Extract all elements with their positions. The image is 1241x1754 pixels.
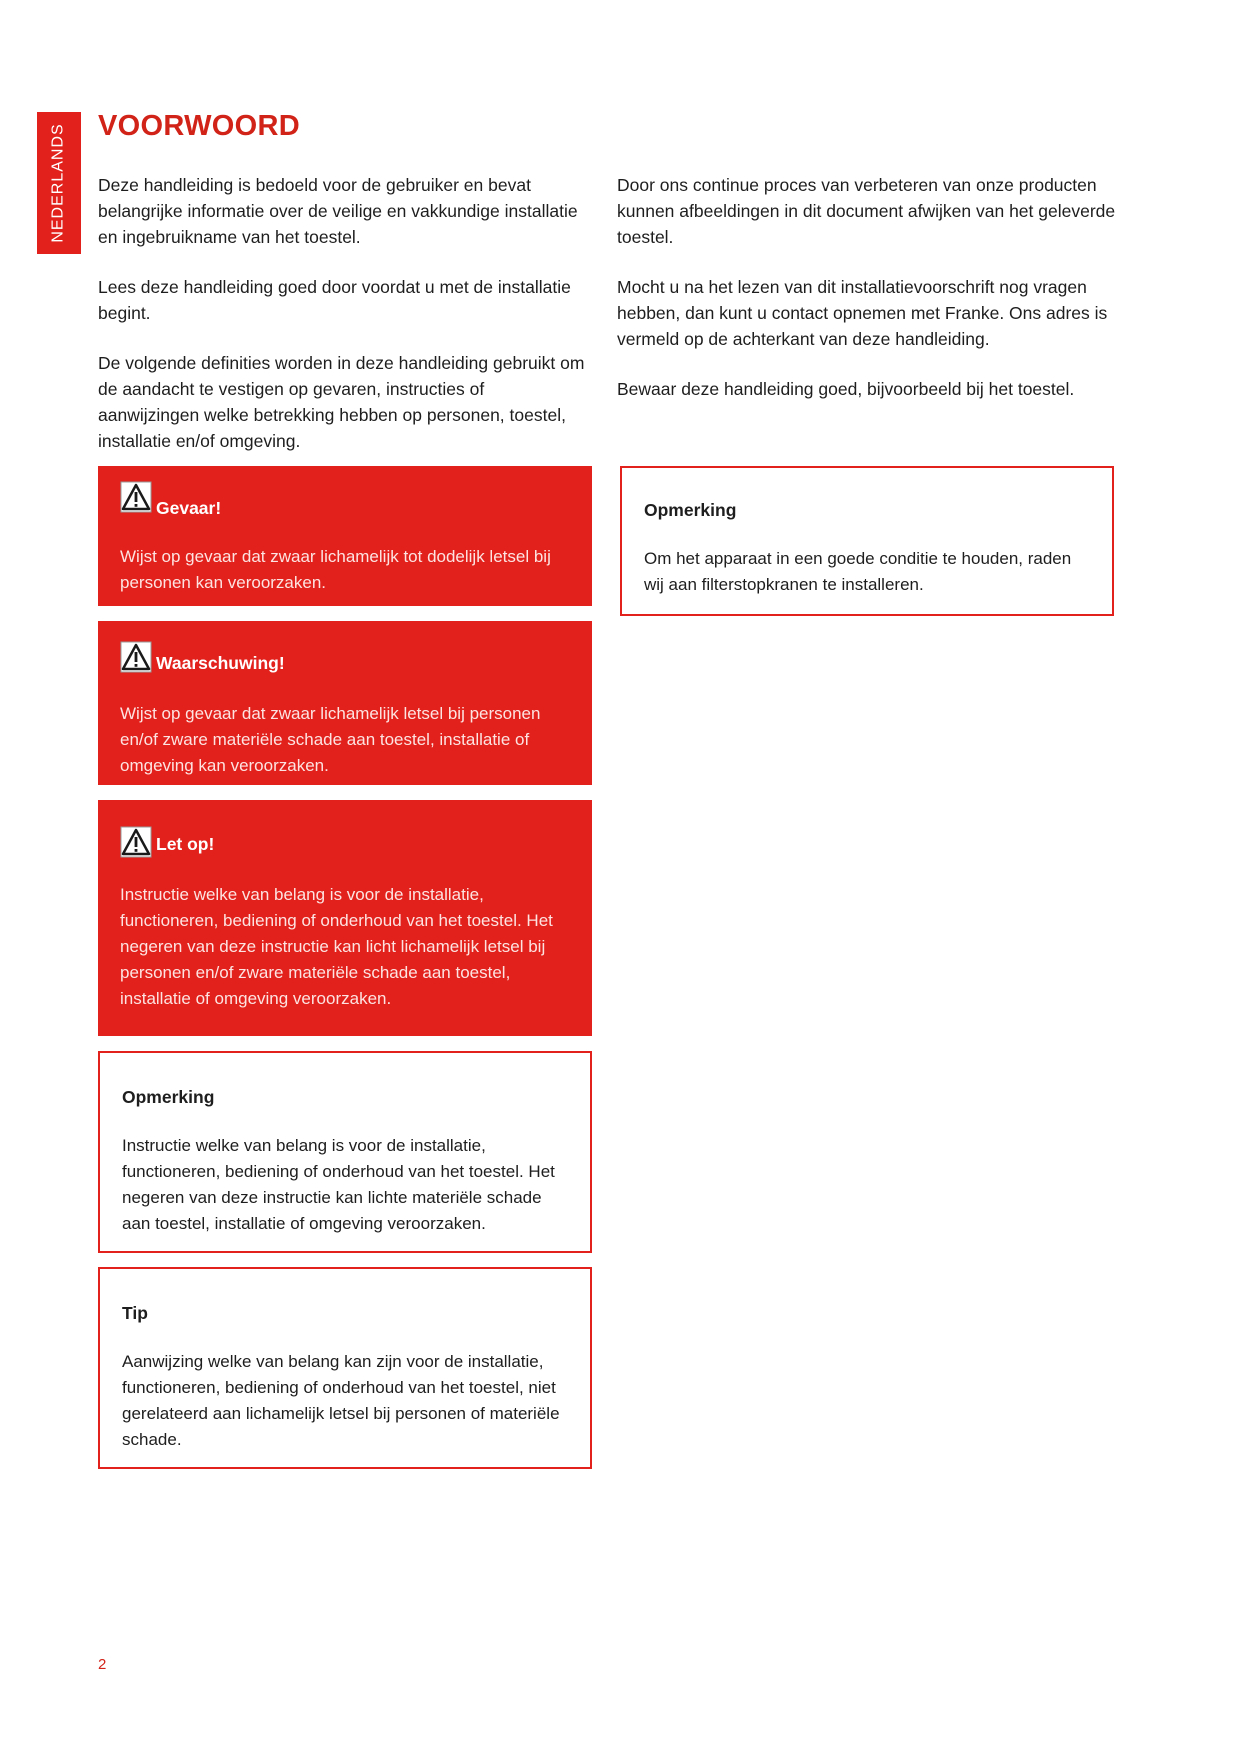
note-box bbox=[98, 1051, 592, 1253]
warning-box bbox=[98, 621, 592, 785]
danger-text: Wijst op gevaar dat zwaar lichamelijk tot dodelijk letsel bij personen kan veroorzaken. bbox=[120, 547, 551, 592]
warning-text: Wijst op gevaar dat zwaar lichamelijk letsel bij personen en/of zware materiële schade aan toestel, installatie of omgeving kan veroorzaken. bbox=[120, 704, 541, 775]
tip-text: Aanwijzing welke van belang kan zijn voor de installatie, functioneren, bediening of onderhoud van het toestel, niet gerelateerd aan lichamelijk letsel bij personen of materiële schade. bbox=[122, 1352, 560, 1449]
language-label: NEDERLANDS bbox=[50, 123, 68, 243]
keep-manual-paragraph: Bewaar deze handleiding goed, bijvoorbeeld bij het toestel. bbox=[617, 379, 1075, 399]
warning-title: Waarschuwing! bbox=[156, 653, 285, 673]
warning-triangle-icon bbox=[120, 641, 152, 673]
caution-heading bbox=[120, 826, 214, 858]
contact-paragraph: Mocht u na het lezen van dit installatievoorschrift nog vragen hebben, dan kunt u contact opnemen met Franke. Ons adres is vermeld op de achterkant van deze handleiding. bbox=[617, 277, 1108, 349]
tip-title: Tip bbox=[122, 1303, 148, 1323]
tip-box bbox=[98, 1267, 592, 1469]
page-title: VOORWOORD bbox=[98, 110, 300, 142]
remark-title: Opmerking bbox=[644, 500, 737, 520]
page-number: 2 bbox=[98, 1656, 107, 1673]
warning-triangle-icon bbox=[120, 826, 152, 858]
note-text: Instructie welke van belang is voor de installatie, functioneren, bediening of onderhoud van het toestel. Het negeren van deze instructie kan lichte materiële schade aan toestel, installatie of omgeving veroorzaken. bbox=[122, 1136, 555, 1233]
definitions-paragraph: De volgende definities worden in deze handleiding gebruikt om de aandacht te vestigen op gevaren, instructies of aanwijzingen welke betrekking hebben op personen, toestel, installatie en/of omgeving. bbox=[98, 353, 585, 451]
language-tab bbox=[37, 112, 81, 254]
danger-box bbox=[98, 466, 592, 606]
danger-heading bbox=[120, 474, 221, 519]
note-heading bbox=[122, 1087, 214, 1108]
read-manual-paragraph: Lees deze handleiding goed door voordat u met de installatie begint. bbox=[98, 277, 571, 323]
improvement-paragraph: Door ons continue proces van verbeteren van onze producten kunnen afbeeldingen in dit document afwijken van het geleverde toestel. bbox=[617, 175, 1116, 247]
note-title: Opmerking bbox=[122, 1087, 215, 1107]
caution-box bbox=[98, 800, 592, 1036]
remark-box bbox=[620, 466, 1114, 616]
warning-triangle-icon bbox=[120, 481, 152, 513]
danger-title: Gevaar! bbox=[156, 498, 222, 518]
remark-heading bbox=[644, 500, 736, 521]
warning-heading bbox=[120, 639, 285, 674]
caution-text: Instructie welke van belang is voor de installatie, functioneren, bediening of onderhoud van het toestel. Het negeren van deze instructie kan licht lichamelijk letsel bij personen en/of zware materiële schade aan toestel, installatie of omgeving veroorzaken. bbox=[120, 885, 553, 1008]
caution-title: Let op! bbox=[156, 833, 215, 854]
intro-paragraph: Deze handleiding is bedoeld voor de gebruiker en bevat belangrijke informatie over de veilige en vakkundige installatie en ingebruikname van het toestel. bbox=[98, 175, 578, 247]
remark-text: Om het apparaat in een goede conditie te houden, raden wij aan filterstopkranen te installeren. bbox=[644, 549, 1072, 594]
tip-heading bbox=[122, 1303, 148, 1324]
